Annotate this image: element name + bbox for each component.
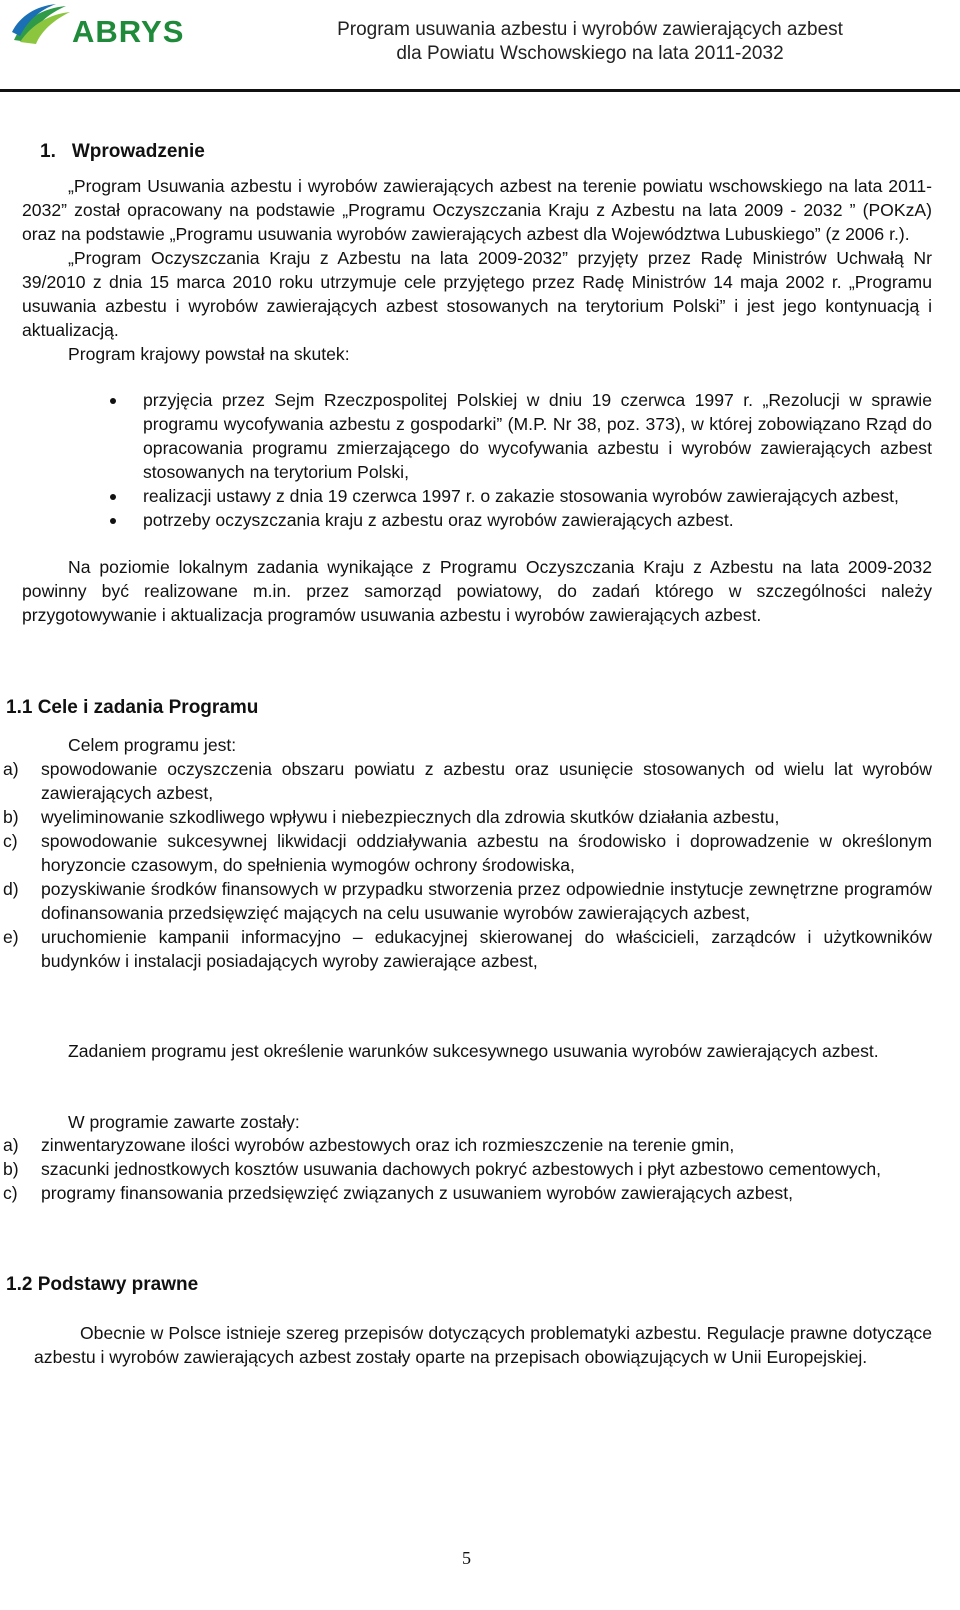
page-number: 5: [462, 1548, 471, 1568]
section-number: 1.: [40, 141, 56, 162]
intro-paragraphs: [22, 174, 932, 366]
goal-text: uruchomienie kampanii informacyjno – edukacyjnej skierowanej do właścicieli, zarządców i użytkowników budynków i instalacji posiadających wyroby zawierające azbest,: [41, 927, 932, 971]
abrys-logo: [10, 2, 200, 48]
svg-text:ABRYS: ABRYS: [72, 14, 185, 48]
bullet-item: [22, 388, 932, 484]
intro-paragraph-2: „Program Oczyszczania Kraju z Azbestu na lata 2009-2032” przyjęty przez Radę Ministrów Uchwałą Nr 39/2010 z dnia 15 marca 2010 roku utrzymuje cele przyjętego przez Radę Ministrów 14 maja 2002 r. „Programu usuwania azbestu i wyrobów zawierających azbest stosowanych na terytorium Polski” i jest jego kontynuacją i aktualizacją.: [22, 248, 932, 340]
goal-item: [0, 829, 932, 877]
local-level-paragraph: Na poziomie lokalnym zadania wynikające z Programu Oczyszczania Kraju z Azbestu na lata 2009-2032 powinny być realizowane m.in. przez samorząd powiatowy, do zadań którego w szczególności należy przygotowywanie i aktualizacja programów usuwania azbestu i wyrobów zawierających azbest.: [22, 557, 932, 625]
goal-item: [0, 925, 932, 973]
page-header: [0, 0, 960, 92]
goal-item: [0, 757, 932, 805]
bullet-icon: [110, 518, 116, 524]
goal-item: [0, 877, 932, 925]
contents-text: zinwentaryzowane ilości wyrobów azbestowych oraz ich rozmieszczenie na terenie gmin,: [41, 1135, 735, 1155]
section-heading-1: [40, 141, 205, 163]
bullet-text: potrzeby oczyszczania kraju z azbestu oraz wyrobów zawierających azbest.: [143, 510, 734, 530]
contents-list: [0, 1133, 932, 1205]
goal-letter: d): [3, 879, 19, 899]
section-heading-1-2: 1.2 Podstawy prawne: [6, 1274, 199, 1295]
contents-item: [0, 1181, 932, 1205]
document-running-title: [290, 18, 890, 66]
bullet-icon: [110, 494, 116, 500]
program-task-paragraph: Zadaniem programu jest określenie warunków sukcesywnego usuwania wyrobów zawierających azbest.: [68, 1041, 879, 1061]
goal-text: spowodowanie oczyszczenia obszaru powiatu z azbestu oraz usunięcie stosowanych od wielu lat wyrobów zawierających azbest,: [41, 759, 932, 803]
legal-basis-block: [34, 1321, 932, 1369]
goal-letter: b): [3, 807, 19, 827]
bullet-icon: [110, 398, 116, 404]
goals-list: [0, 757, 932, 973]
header-divider: [0, 89, 960, 92]
intro-paragraph-1: „Program Usuwania azbestu i wyrobów zawierających azbest na terenie powiatu wschowskiego na lata 2011-2032” został opracowany na podstawie „Programu Oczyszczania Kraju z Azbestu na lata 2009 - 2032 ” (POKzA) oraz na podstawie „Programu usuwania wyrobów zawierających azbest dla Województwa Lubuskiego” (z 2006 r.).: [22, 176, 932, 244]
bullet-item: [22, 508, 932, 532]
bullet-item: [22, 484, 932, 508]
legal-basis-paragraph: Obecnie w Polsce istnieje szereg przepisów dotyczących problematyki azbestu. Regulacje prawne dotyczące azbestu i wyrobów zawierających azbest zostały oparte na przepisach obowiązujących w Unii Europejskiej.: [34, 1323, 932, 1367]
local-level-paragraph-block: [22, 555, 932, 627]
section-heading-1-1: 1.1 Cele i zadania Programu: [6, 697, 259, 718]
header-title-line-2: dla Powiatu Wschowskiego na lata 2011-2032: [396, 43, 784, 64]
goal-item: [0, 805, 932, 829]
contents-intro-block: [22, 1110, 932, 1134]
bullet-text: realizacji ustawy z dnia 19 czerwca 1997 r. o zakazie stosowania wyrobów zawierających azbest,: [143, 486, 899, 506]
contents-letter: b): [3, 1159, 19, 1179]
contents-intro: W programie zawarte zostały:: [68, 1112, 300, 1132]
goals-intro-block: [22, 733, 932, 757]
contents-letter: c): [3, 1183, 18, 1203]
goals-intro: Celem programu jest:: [68, 735, 237, 755]
causes-bullet-list: [22, 388, 932, 532]
goal-text: wyeliminowanie szkodliwego wpływu i niebezpiecznych dla zdrowia skutków działania azbestu,: [41, 807, 780, 827]
intro-paragraph-3: Program krajowy powstał na skutek:: [68, 344, 350, 364]
header-title-line-1: Program usuwania azbestu i wyrobów zawierających azbest: [337, 19, 843, 40]
goal-letter: e): [3, 927, 19, 947]
contents-item: [0, 1157, 932, 1181]
contents-letter: a): [3, 1135, 19, 1155]
contents-text: programy finansowania przedsięwzięć związanych z usuwaniem wyrobów zawierających azbest,: [41, 1183, 793, 1203]
contents-item: [0, 1133, 932, 1157]
contents-text: szacunki jednostkowych kosztów usuwania dachowych pokryć azbestowych i płyt azbestowo cementowych,: [41, 1159, 882, 1179]
bullet-text: przyjęcia przez Sejm Rzeczpospolitej Polskiej w dniu 19 czerwca 1997 r. „Rezolucji w sprawie programu wycofywania azbestu z gospodarki” (M.P. Nr 38, poz. 373), w której zobowiązano Rząd do opracowania programu zmierzającego do wycofywania azbestu i wyrobów zawierających azbest stosowanych na terytorium Polski,: [143, 390, 932, 482]
goal-letter: a): [3, 759, 19, 779]
program-task-block: [22, 1039, 932, 1063]
section-title: Wprowadzenie: [71, 141, 205, 162]
goal-text: pozyskiwanie środków finansowych w przypadku stworzenia przez odpowiednie instytucje zewnętrzne programów dofinansowania przedsięwzięć mających na celu usuwanie wyrobów zawierających azbest,: [41, 879, 932, 923]
goal-text: spowodowanie sukcesywnej likwidacji oddziaływania azbestu na środowisko i doprowadzenie w określonym horyzoncie czasowym, do spełnienia wymogów ochrony środowiska,: [41, 831, 932, 875]
goal-letter: c): [3, 831, 18, 851]
